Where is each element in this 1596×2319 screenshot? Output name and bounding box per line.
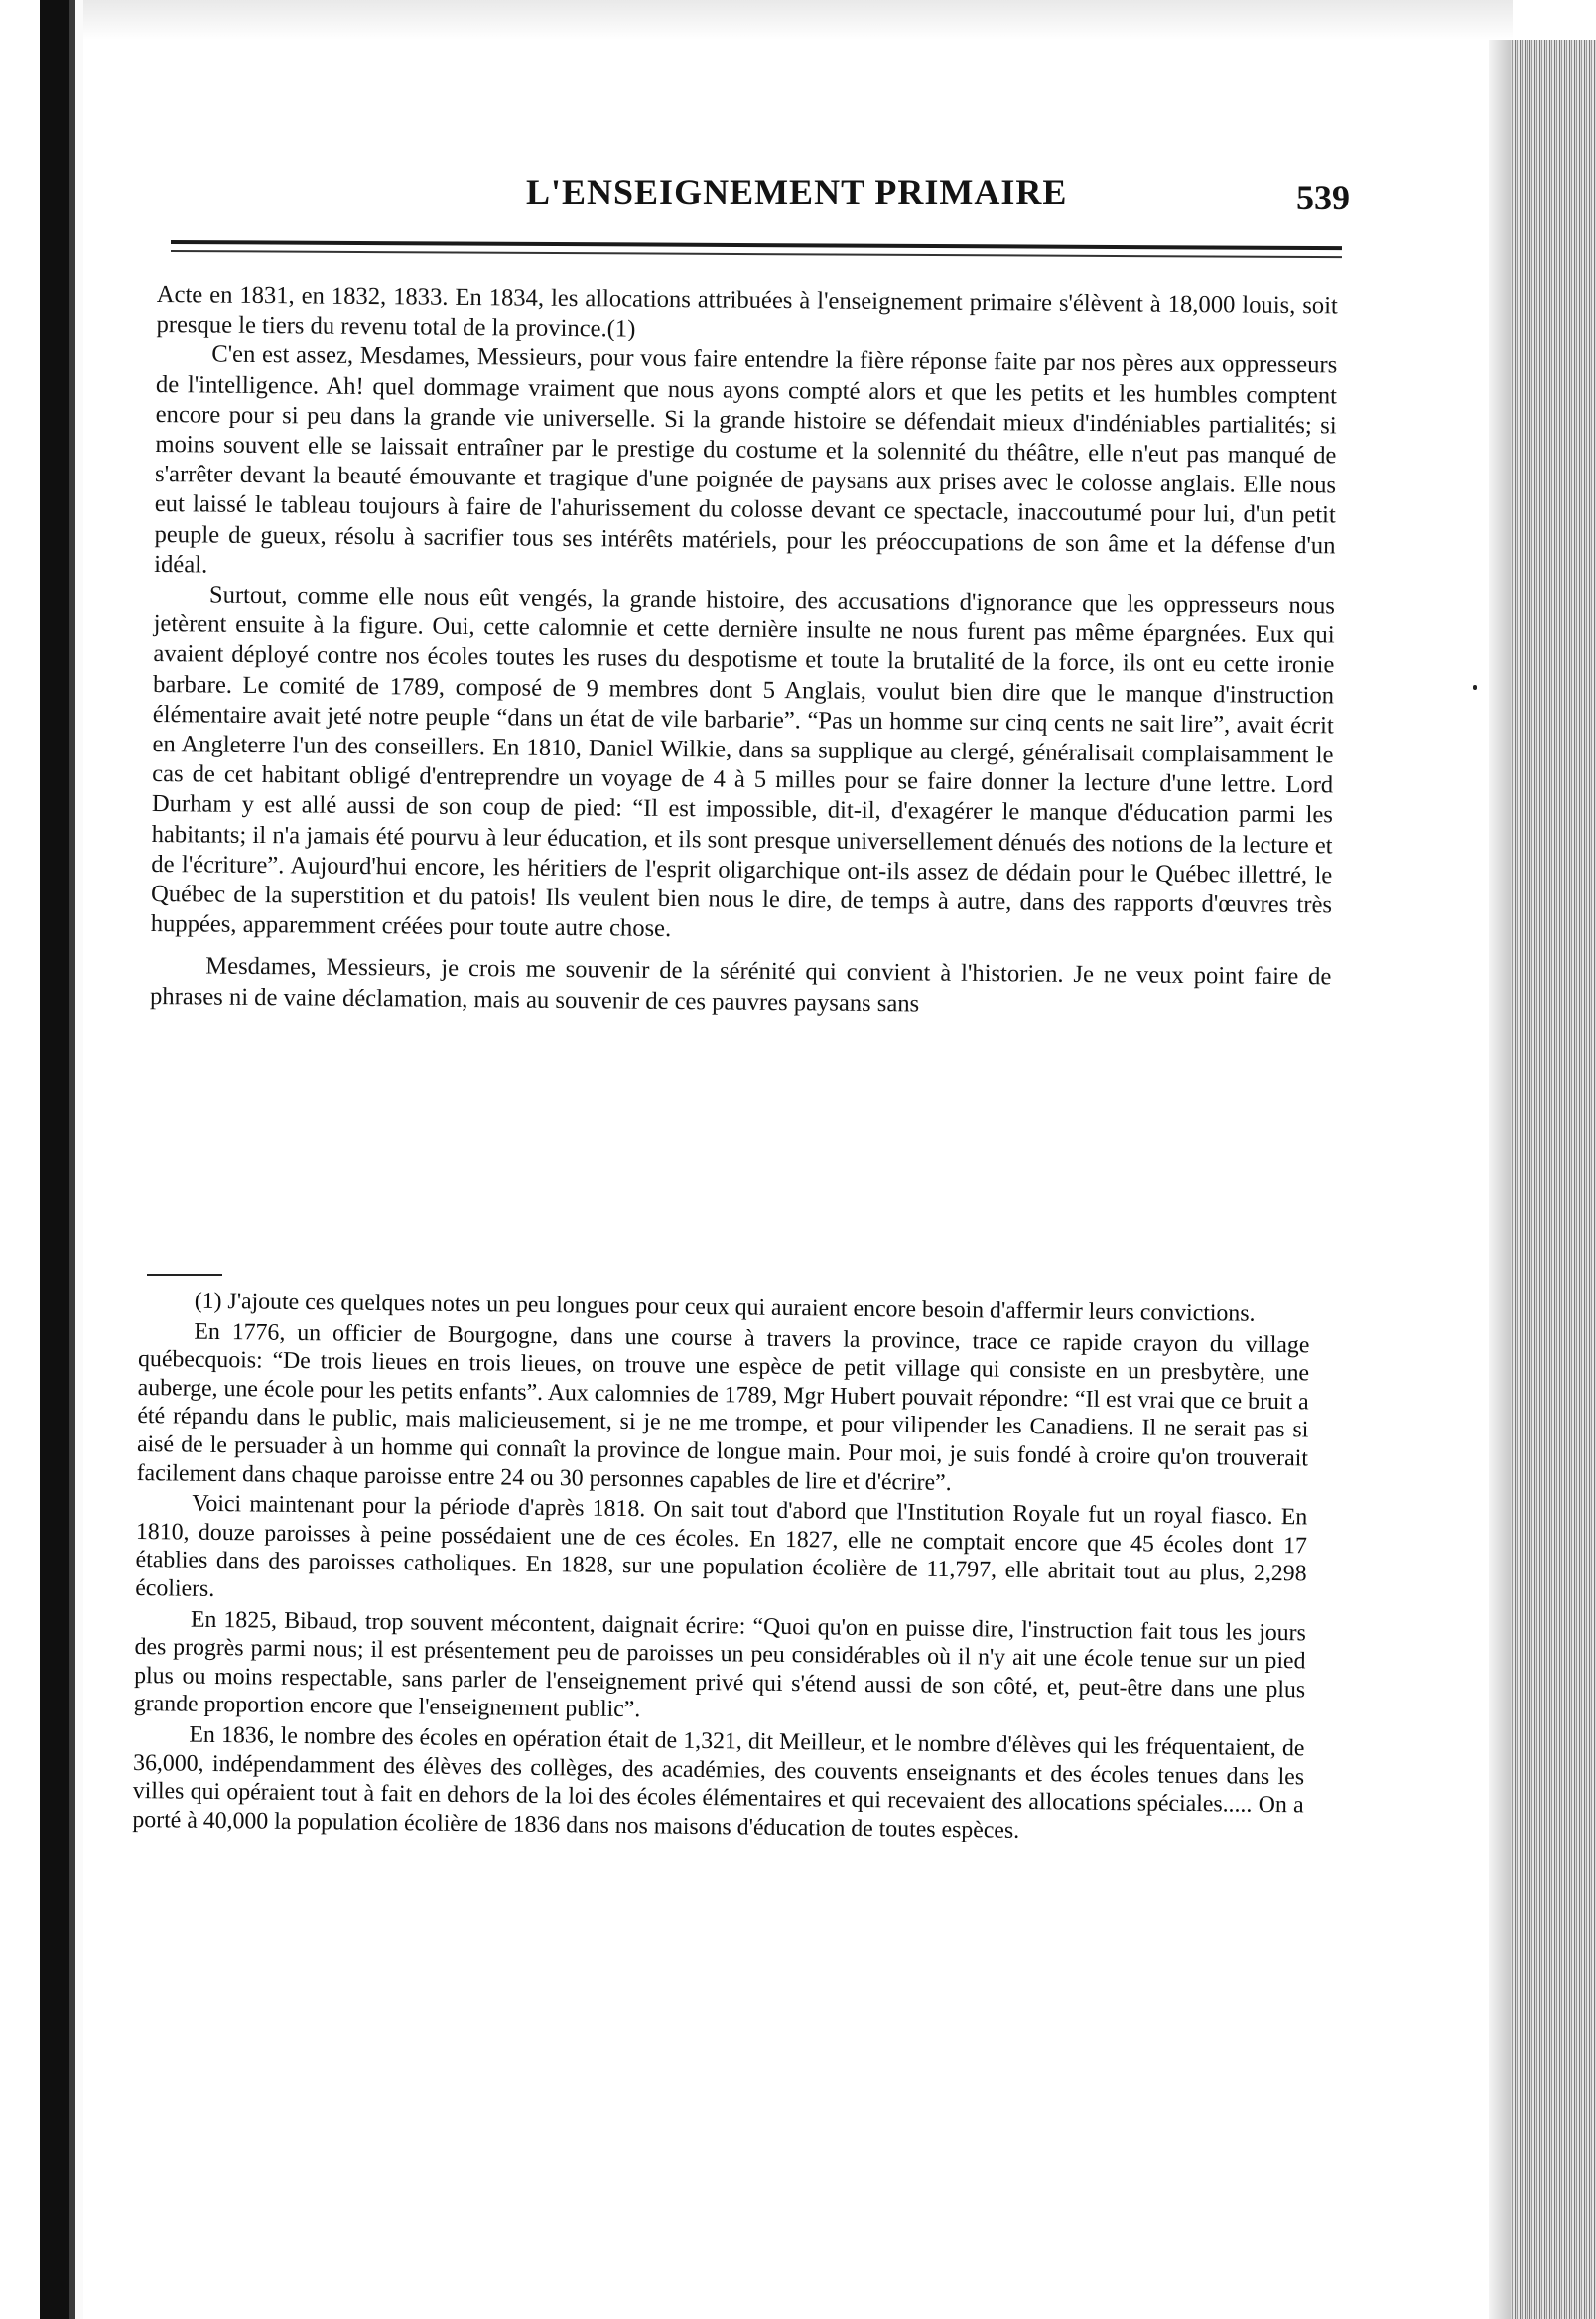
running-title: L'ENSEIGNEMENT PRIMAIRE: [526, 172, 1068, 211]
ink-speck: [1473, 685, 1477, 690]
paragraph: C'en est assez, Mesdames, Messieurs, pour vous faire entendre la fière réponse faite par nos pères aux oppresseurs de l'intelligence. Ah! quel dommage vraiment que nous ayons compté alors et que les petits et les humbles comptent encore pour si peu dans la grande vie universelle. Si la grande histoire se défendait mieux d'indéniables partialités; si moins souvent elle se laissait entraîner par le prestige du costume et la solennité du théâtre, elle n'eut pas manqué de s'arrêter devant la beauté émouvante et tragique d'une poignée de paysans aux prises avec le colosse anglais. Elle nous eut laissé le tableau toujours à faire de l'ahurissement du colosse devant ce spectacle, inaccoutumé pour lui, d'un petit peuple de gueux, résolu à sacrifier tous ses intérêts matériels, pour les préoccupations de son âme et la défense d'un idéal.: [154, 341, 1338, 579]
book-binding-edge: [0, 0, 83, 2319]
main-text: [150, 280, 1338, 1023]
footnote-paragraph: Voici maintenant pour la période d'après 1818. On sait tout d'abord que l'Institution Royale fut un royal fiasco. En 1810, douze paroisses à peine possédaient une de ces écoles. En 1827, elle ne comptait encore que 45 écoles dont 17 établies dans des paroisses catholiques. En 1828, sur une population écolière de 11,797, elle abritait tout au plus, 2,298 écoliers.: [135, 1490, 1308, 1602]
footnote-separator: [147, 1274, 222, 1276]
page-number: 539: [1296, 178, 1350, 217]
footnote-paragraph: En 1825, Bibaud, trop souvent mécontent, daignait écrire: “Quoi qu'on en puisse dire, l'instruction fait tous les jours des progrès parmi nous; il est présentement peu de paroisses un peu considérables où il n'y ait une école tenue sur un pied plus ou moins respectable, sans parler de l'enseignement privé qui s'étend aussi de son côté, et, peut-être dans une plus grande proportion encore que l'enseignement public”.: [133, 1606, 1306, 1723]
footnote: (1) J'ajoute ces quelques notes un peu longues pour ceux qui auraient encore besoin d'affermir leurs convictions.: [194, 1288, 1256, 1327]
page-top-shadow: [83, 0, 1513, 40]
paragraph: Surtout, comme elle nous eût vengés, la grande histoire, des accusations d'ignorance que les oppresseurs nous jetèrent ensuite à la figure. Oui, cette calomnie et cette dernière insulte ne nous furent pas même épargnées. Eux qui avaient déployé contre nos écoles toutes les ruses du despotisme et toute la brutalité de la force, ils ont eu cette ironie barbare. Le comité de 1789, composé de 9 membres dont 5 Anglais, voulut bien dire que le manque d'instruction élémentaire avait jeté notre peuple “dans un état de vile barbarie”. “Pas un homme sur cinq cents ne sait lire”, avait écrit en Angleterre l'un des conseillers. En 1810, Daniel Wilkie, dans sa supplique au clergé, généralisait complaisamment le cas de cet habitant obligé d'entreprendre un voyage de 4 à 5 milles pour se faire donner la lecture d'une lettre. Lord Durham y est allé aussi de son coup de pied: “Il est impossible, dit-il, d'exagérer le manque d'éducation parmi les habitants; il n'a jamais été pourvu à leur éducation, et ils sont presque universellement dénués des notions de la lecture et de l'écriture”. Aujourd'hui encore, les héritiers de l'esprit oligarchique ont-ils assez de dédain pour le Québec illettré, le Québec de la superstition et du patois! Ils veulent bien nous le dire, de temps à autre, dans des rapports d'œuvres très huppées, apparemment créées pour toute autre chose.: [150, 581, 1336, 943]
page-header: [169, 159, 1350, 228]
header-rule-thick: [171, 240, 1342, 250]
paragraph: Acte en 1831, en 1832, 1833. En 1834, les allocations attribuées à l'enseignement primaire s'élèvent à 18,000 louis, soit presque le tiers du revenu total de la province.(1): [156, 280, 1338, 342]
paragraph: Mesdames, Messieurs, je crois me souvenir de la sérénité qui convient à l'historien. Je ne veux point faire de phrases ni de vaine déclamation, mais au souvenir de ces pauvres paysans sans: [149, 952, 1332, 1018]
footnote-paragraph: En 1836, le nombre des écoles en opération était de 1,321, dit Meilleur, et le nombre d'élèves qui les fréquentaient, de 36,000, indépendamment des élèves des collèges, des académies, des couvents enseignants et des écoles tenues dans les villes qui opéraient tout à fait en dehors de la loi des écoles élémentaires et qui recevaient des allocations spéciales..... On a porté à 40,000 la population écolière de 1836 dans nos maisons d'éducation de toutes espèces.: [132, 1721, 1305, 1843]
footnote-paragraph: En 1776, un officier de Bourgogne, dans une course à travers la province, trace ce rapide crayon du village québecquois: “De trois lieues en trois lieues, on trouve une espèce de petit village qui consiste en un presbytère, une auberge, une école pour les petits enfants”. Aux calomnies de 1789, Mgr Hubert pouvait répondre: “Il est vrai que ce bruit a été répandu dans le public, mais malicieusement, si je ne me trompe, et pour vilipender les Canadiens. Il ne serait pas si aisé de le persuader à un homme qui connaît la province de longue main. Pour moi, je suis fondé à croire qu'on trouverait facilement dans chaque paroisse entre 24 ou 30 personnes capables de lire et d'écrire”.: [136, 1318, 1310, 1496]
header-rule-thin: [171, 250, 1342, 258]
footnotes: [132, 1287, 1310, 1848]
book-page-stack-edge: [1511, 40, 1596, 2319]
page-gutter-shadow: [1489, 40, 1511, 2319]
